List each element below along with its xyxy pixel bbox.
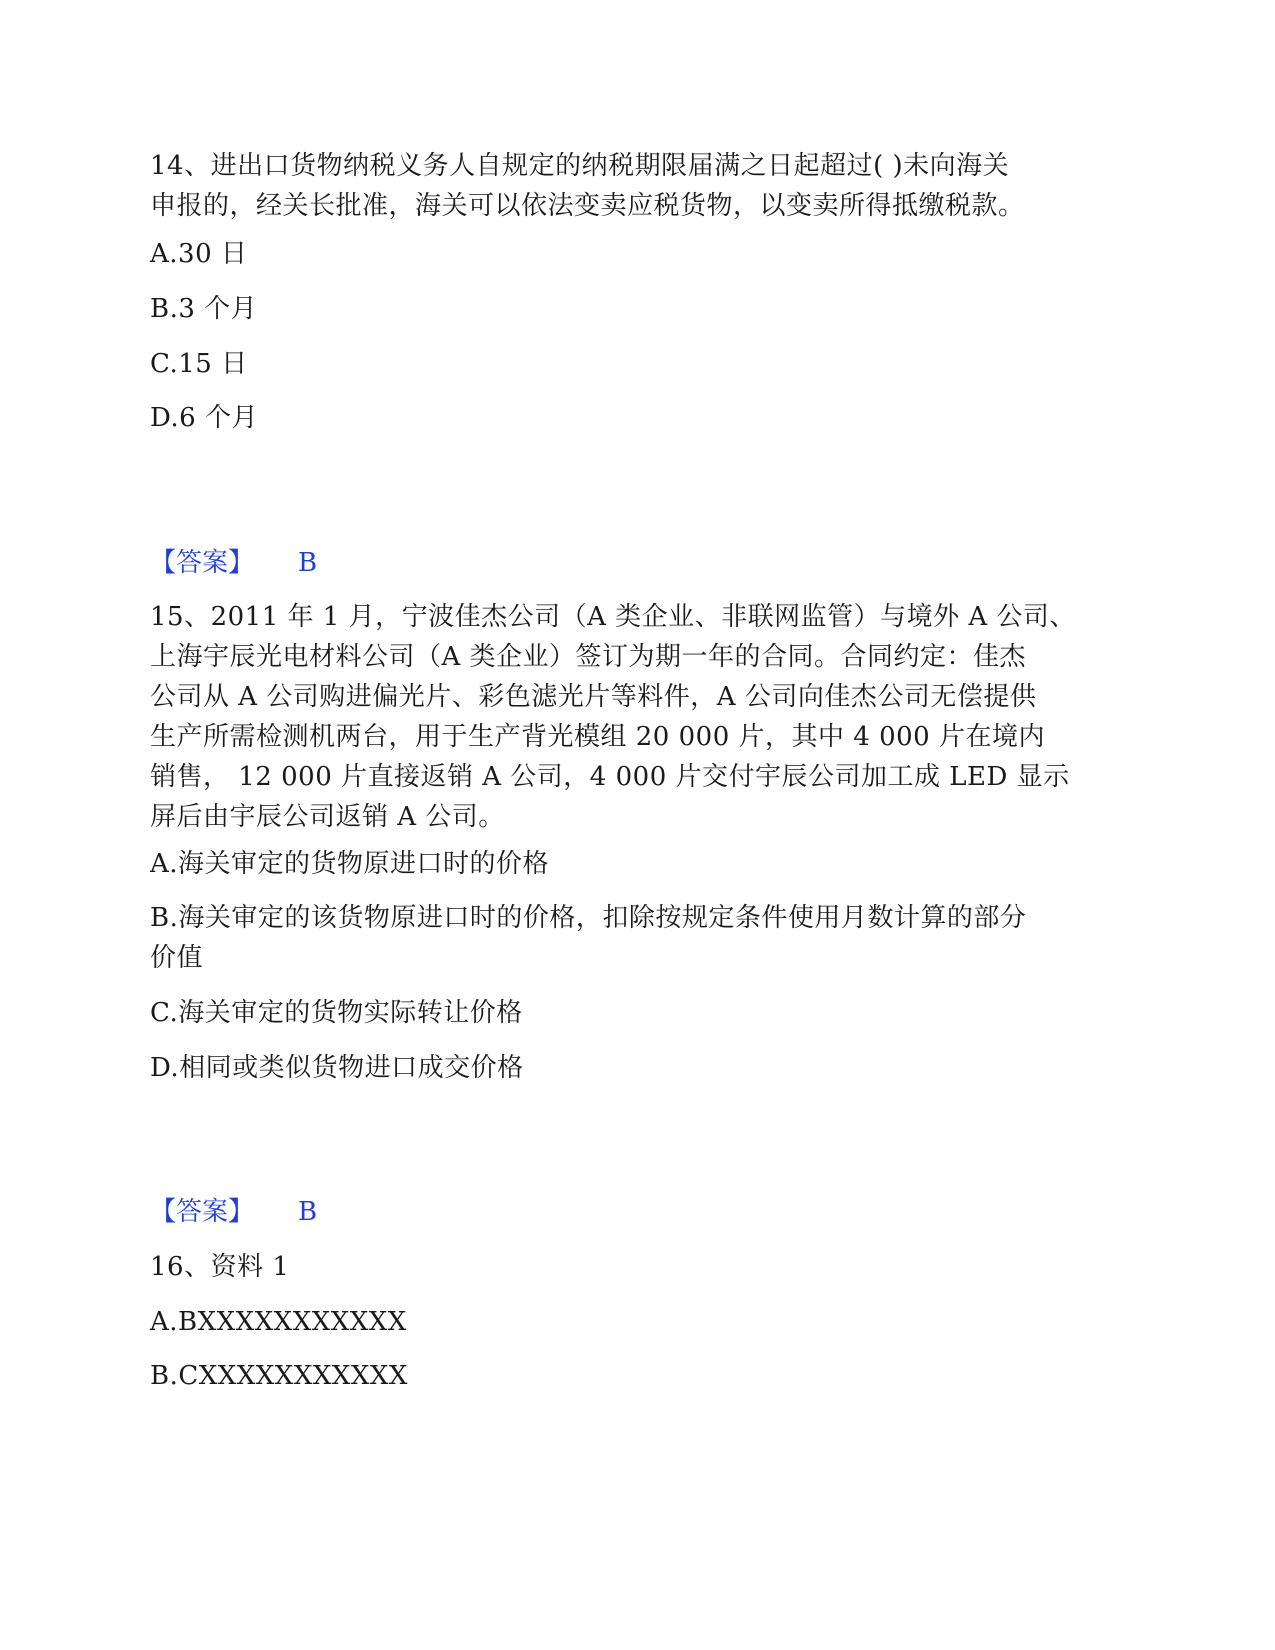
question-14-option-b: B.3 个月 [150,294,258,324]
question-14-option-a: A.30 日 [150,239,248,269]
question-15-stem [150,597,1110,837]
question-14-stem [150,146,1110,226]
question-stem-line: 申报的，经关长批准，海关可以依法变卖应税货物，以变卖所得抵缴税款。 [150,191,1025,221]
question-15-option-c: C.海关审定的货物实际转让价格 [150,998,523,1028]
question-stem-line: 14、进出口货物纳税义务人自规定的纳税期限届满之日起超过( )未向海关 [150,151,1010,181]
answer-value: B [298,1197,318,1227]
question-15-answer [150,1192,317,1232]
question-15-option-d: D.相同或类似货物进口成交价格 [150,1053,524,1083]
question-16-stem: 16、资料 1 [150,1252,290,1282]
question-stem-line: 15、2011 年 1 月，宁波佳杰公司（A 类企业、非联网监管）与境外 A 公司、 [150,602,1076,632]
answer-label: 【答案】 [150,548,255,578]
answer-label: 【答案】 [150,1197,255,1227]
question-15-option-a: A.海关审定的货物原进口时的价格 [150,849,550,879]
answer-value: B [298,548,318,578]
question-stem-line: 上海宇辰光电材料公司（A 类企业）签订为期一年的合同。合同约定：佳杰 [150,642,1027,672]
question-14-option-d: D.6 个月 [150,403,258,433]
question-stem-line: 生产所需检测机两台，用于生产背光模组 20 000 片，其中 4 000 片在境内 [150,722,1045,752]
option-line: 价值 [150,943,204,973]
question-stem-line: 公司从 A 公司购进偏光片、彩色滤光片等料件，A 公司向佳杰公司无偿提供 [150,682,1037,712]
question-16-option-a: A.BXXXXXXXXXXX [150,1307,407,1337]
question-14-option-c: C.15 日 [150,349,248,379]
question-14-answer [150,543,317,583]
question-16-option-b: B.CXXXXXXXXXXX [150,1361,408,1391]
question-stem-line: 销售， 12 000 片直接返销 A 公司，4 000 片交付宇辰公司加工成 LED 显示 [150,762,1070,792]
question-stem-line: 屏后由宇辰公司返销 A 公司。 [150,802,505,832]
option-line: B.海关审定的该货物原进口时的价格，扣除按规定条件使用月数计算的部分 [150,903,1027,933]
question-15-option-b [150,898,1110,978]
